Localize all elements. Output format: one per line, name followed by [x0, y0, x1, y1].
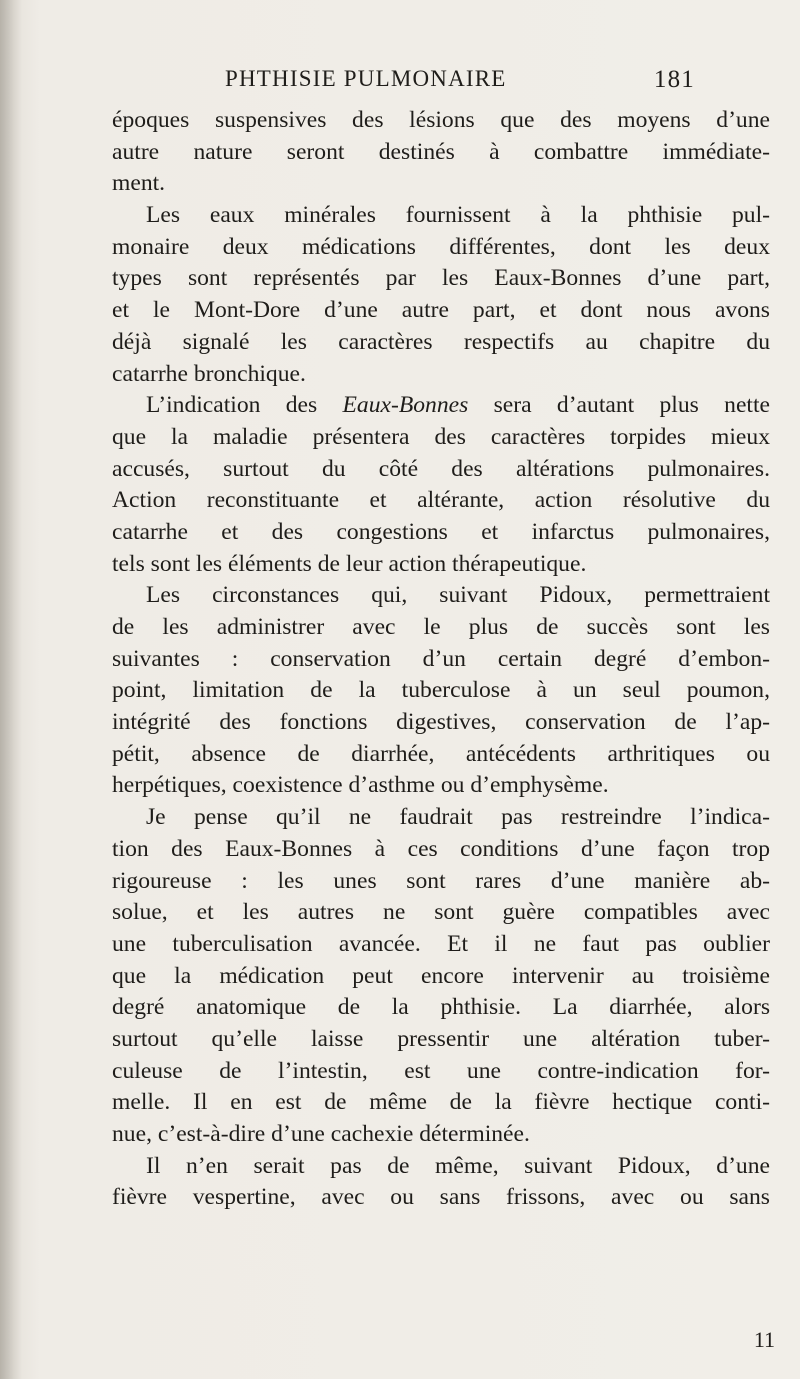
- text-line: fièvre vespertine, avec ou sans frissons, avec ou sans: [112, 1184, 770, 1211]
- page-number: 181: [653, 66, 695, 93]
- text-line: autre nature seront destinés à combattre immédiate-: [112, 138, 770, 165]
- text-line: que la médication peut encore intervenir au troisième: [112, 962, 770, 989]
- text-line: melle. Il en est de même de la fièvre hectique conti-: [112, 1089, 770, 1116]
- text-line: degré anatomique de la phthisie. La diarrhée, alors: [112, 994, 770, 1021]
- signature-mark: 11: [753, 1327, 775, 1352]
- text-line: catarrhe et des congestions et infarctus pulmonaires,: [112, 518, 770, 545]
- text-line: surtout qu’elle laisse pressentir une altération tuber-: [112, 1025, 770, 1052]
- text-run: L’indication des: [146, 392, 343, 419]
- body-text: [112, 105, 770, 1214]
- text-line: de les administrer avec le plus de succès sont les: [112, 614, 770, 640]
- text-line: catarrhe bronchique.: [112, 360, 306, 387]
- text-line: une tuberculisation avancée. Et il ne faut pas oublier: [112, 930, 770, 957]
- text-line: Action reconstituante et altérante, action résolutive du: [112, 487, 770, 514]
- text-line: et le Mont-Dore d’une autre part, et dont nous avons: [112, 297, 770, 324]
- text-line: accusés, surtout du côté des altérations pulmonaires.: [112, 455, 770, 482]
- text-line: monaire deux médications différentes, dont les deux: [112, 233, 770, 260]
- running-head: [225, 66, 695, 98]
- text-line: intégrité des fonctions digestives, conservation de l’ap-: [112, 709, 770, 736]
- text-run: sera d’autant plus nette: [468, 392, 770, 419]
- text-line: solue, et les autres ne sont guère compatibles avec: [112, 899, 770, 926]
- text-line: tion des Eaux-Bonnes à ces conditions d’une façon trop: [112, 835, 770, 862]
- text-line: pétit, absence de diarrhée, antécédents arthritiques ou: [112, 740, 770, 767]
- text-line: tels sont les éléments de leur action thérapeutique.: [112, 550, 587, 577]
- text-line: nue, c’est-à-dire d’une cachexie déterminée.: [112, 1121, 530, 1147]
- text-line: déjà signalé les caractères respectifs au chapitre du: [112, 328, 770, 355]
- text-line: que la maladie présentera des caractères torpides mieux: [112, 423, 770, 450]
- text-line: point, limitation de la tuberculose à un seul poumon,: [112, 677, 770, 704]
- text-line: types sont représentés par les Eaux-Bonnes d’une part,: [112, 265, 770, 292]
- text-line: rigoureuse : les unes sont rares d’une manière ab-: [112, 867, 770, 894]
- running-title: PHTHISIE PULMONAIRE: [225, 66, 507, 91]
- text-line: suivantes : conservation d’un certain degré d’embon-: [112, 645, 770, 672]
- italic-term: Eaux-Bonnes: [342, 392, 469, 419]
- text-line: Les circonstances qui, suivant Pidoux, permettraient: [146, 582, 770, 609]
- text-line-italic: [112, 390, 770, 422]
- text-line: époques suspensives des lésions que des moyens d’une: [112, 107, 770, 133]
- text-line: ment.: [112, 170, 166, 197]
- text-line: Je pense qu’il ne faudrait pas restreindre l’indica-: [146, 804, 770, 831]
- text-line: herpétiques, coexistence d’asthme ou d’emphysème.: [112, 772, 609, 799]
- text-line: Les eaux minérales fournissent à la phthisie pul-: [146, 202, 770, 229]
- spine-shadow: [0, 0, 22, 1379]
- text-line: Il n’en serait pas de même, suivant Pidoux, d’une: [146, 1152, 770, 1179]
- text-line: culeuse de l’intestin, est une contre-indication for-: [112, 1057, 770, 1084]
